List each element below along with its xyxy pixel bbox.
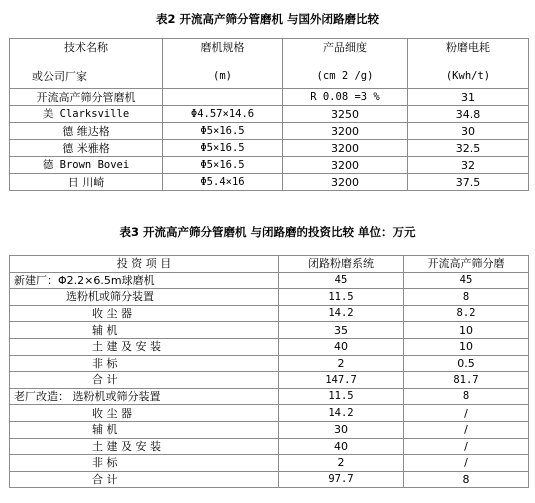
cell: 辅 机 xyxy=(10,421,279,438)
cell: 40 xyxy=(279,438,404,455)
table-row xyxy=(10,289,529,306)
cell: 合 计 xyxy=(10,372,279,389)
cell: Φ5×16.5 xyxy=(163,157,283,174)
cell: 10 xyxy=(404,322,529,339)
cell: 辅 机 xyxy=(10,322,279,339)
table2-caption: 表2 开流高产筛分管磨机 与国外闭路磨比较 xyxy=(155,12,379,26)
cell: 10 xyxy=(404,338,529,355)
cell: 德 米雅格 xyxy=(10,140,163,157)
cell: 34.8 xyxy=(408,106,529,123)
cell: 开流高产筛分管磨机 xyxy=(10,89,163,106)
cell: 美 Clarksville xyxy=(10,106,163,123)
cell: 收 尘 器 xyxy=(10,305,279,322)
cell: 45 xyxy=(404,272,529,289)
cell: 81.7 xyxy=(404,372,529,389)
table-row xyxy=(10,455,529,472)
cell: 32.5 xyxy=(408,140,529,157)
cell: 0.5 xyxy=(404,355,529,372)
cell: 30 xyxy=(408,123,529,140)
cell: 8 xyxy=(404,471,529,488)
cell: 老厂改造： 选粉机或筛分装置 xyxy=(10,388,279,405)
header-fineness: 产品细度 (cm 2 /g) xyxy=(283,39,408,89)
header-item: 投 资 项 目 xyxy=(10,256,279,273)
cell: 45 xyxy=(279,272,404,289)
cell: 3200 xyxy=(283,140,408,157)
cell: 3200 xyxy=(283,157,408,174)
cell: 11.5 xyxy=(279,289,404,306)
cell: 选粉机或筛分装置 xyxy=(10,289,279,306)
cell: 30 xyxy=(279,421,404,438)
cell: 8.2 xyxy=(404,305,529,322)
cell: 土 建 及 安 装 xyxy=(10,338,279,355)
cell: Φ5×16.5 xyxy=(163,123,283,140)
table3-investment xyxy=(9,255,529,488)
table-row xyxy=(10,388,529,405)
cell: 3200 xyxy=(283,174,408,191)
header-mill-spec: 磨机规格 (m) xyxy=(163,39,283,89)
table3-caption: 表3 开流高产筛分管磨机 与闭路磨的投资比较 单位：万元 xyxy=(119,225,416,239)
table-row xyxy=(10,157,529,174)
cell: 8 xyxy=(404,388,529,405)
table3-header-row xyxy=(10,256,529,273)
cell: Φ5.4×16 xyxy=(163,174,283,191)
table-row xyxy=(10,123,529,140)
cell: Φ5×16.5 xyxy=(163,140,283,157)
cell: R 0.08 =3 % xyxy=(283,89,408,106)
cell: 32 xyxy=(408,157,529,174)
table-row xyxy=(10,405,529,422)
cell: 德 维达格 xyxy=(10,123,163,140)
table-row xyxy=(10,438,529,455)
cell: 收 尘 器 xyxy=(10,405,279,422)
cell: 14.2 xyxy=(279,405,404,422)
cell: 40 xyxy=(279,338,404,355)
cell: 31 xyxy=(408,89,529,106)
header-tech-name: 技术名称 或公司厂家 xyxy=(10,39,163,89)
cell: 8 xyxy=(404,289,529,306)
cell: 新建厂：Φ2.2×6.5m球磨机 xyxy=(10,272,279,289)
table-row xyxy=(10,174,529,191)
header-closed-circuit: 闭路粉磨系统 xyxy=(279,256,404,273)
table-row xyxy=(10,372,529,389)
cell: 非 标 xyxy=(10,355,279,372)
header-power: 粉磨电耗 (Kwh/t) xyxy=(408,39,529,89)
cell: 11.5 xyxy=(279,388,404,405)
cell: 14.2 xyxy=(279,305,404,322)
cell: 37.5 xyxy=(408,174,529,191)
table-row xyxy=(10,140,529,157)
cell: / xyxy=(404,438,529,455)
cell: / xyxy=(404,405,529,422)
table2-header-row xyxy=(10,39,529,89)
cell: 147.7 xyxy=(279,372,404,389)
table2-comparison xyxy=(9,38,529,191)
cell: 2 xyxy=(279,455,404,472)
cell: 合 计 xyxy=(10,471,279,488)
table-row xyxy=(10,421,529,438)
cell: 3250 xyxy=(283,106,408,123)
cell: / xyxy=(404,421,529,438)
table-row xyxy=(10,355,529,372)
table-row xyxy=(10,89,529,106)
table-row xyxy=(10,106,529,123)
cell: 非 标 xyxy=(10,455,279,472)
cell: 日 川崎 xyxy=(10,174,163,191)
table-row xyxy=(10,338,529,355)
cell: 97.7 xyxy=(279,471,404,488)
cell: / xyxy=(404,455,529,472)
table-row xyxy=(10,272,529,289)
cell: 35 xyxy=(279,322,404,339)
cell xyxy=(163,89,283,106)
cell: 3200 xyxy=(283,123,408,140)
cell: 土 建 及 安 装 xyxy=(10,438,279,455)
header-open-circuit: 开流高产筛分磨 xyxy=(404,256,529,273)
cell: 德 Brown Bovei xyxy=(10,157,163,174)
table-row xyxy=(10,305,529,322)
table-row xyxy=(10,471,529,488)
table-row xyxy=(10,322,529,339)
cell: 2 xyxy=(279,355,404,372)
cell: Φ4.57×14.6 xyxy=(163,106,283,123)
